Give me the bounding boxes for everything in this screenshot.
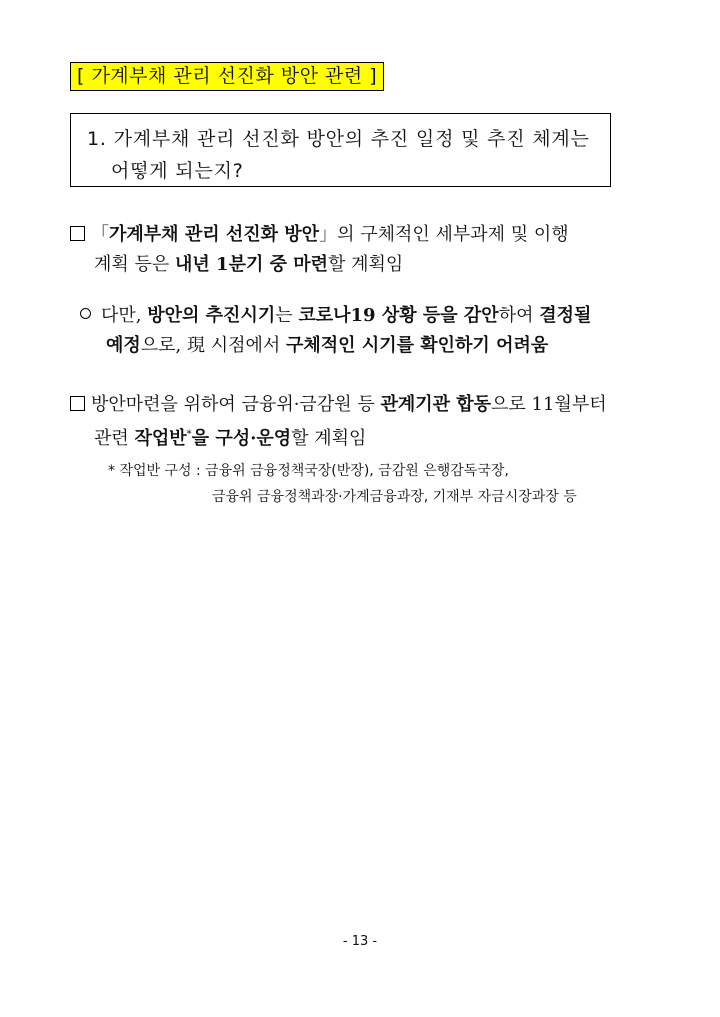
emphasis-text: 예정 [106,335,141,356]
text-segment: 할 계획임 [291,428,367,449]
text-segment: 는 [275,305,299,326]
text-segment: 으로 11월부터 [491,394,607,415]
emphasis-text: 코로나19 상황 등을 감안 [298,305,499,326]
paragraph-1-line-1 [70,220,569,250]
footnote-line-2: 금융위 금융정책과장·가계금융과장, 기재부 자금시장과장 등 [212,489,577,505]
paragraph-2-line-2 [106,331,548,361]
text-segment: 방안마련을 위하여 금융위·금감원 등 [91,394,381,415]
text-segment: 으로, 現 시점에서 [140,335,286,356]
text-segment: 관련 [94,428,135,449]
text-segment: 의 구체적인 세부과제 및 이행 [337,224,569,245]
text-segment: 할 계획임 [328,254,404,275]
quote-open: 「 [91,224,109,245]
emphasis-text: 내년 1분기 중 마련 [175,254,329,275]
question-line-1: 1. 가계부채 관리 선진화 방안의 추진 일정 및 추진 체계는 [87,128,590,150]
emphasis-text: 을 구성·운영 [191,428,292,449]
question-line-2: 어떻게 되는지? [111,160,244,182]
section-tag: [ 가계부채 관리 선진화 방안 관련 ] [70,62,384,91]
text-segment: 하여 [498,305,540,326]
footnote-marker: * [186,429,192,440]
emphasis-text: 작업반 [134,428,187,449]
page-number: - 13 - [342,934,378,949]
paragraph-1-line-2 [94,250,403,280]
text-segment: 다만, [101,305,148,326]
paragraph-2-line-1 [80,301,591,331]
footnote-line-1: * 작업반 구성 : 금융위 금융정책국장(반장), 금감원 은행감독국장, [108,463,509,479]
circle-bullet-icon [80,308,91,319]
emphasis-text: 구체적인 시기를 확인하기 어려움 [286,335,549,356]
quote-close: 」 [319,224,338,245]
emphasis-text: 방안의 추진시기 [147,305,276,326]
plan-title: 가계부채 관리 선진화 방안 [109,224,320,245]
square-bullet-icon [70,226,85,241]
emphasis-text: 관계기관 합동 [380,394,492,415]
square-bullet-icon [70,396,85,411]
paragraph-3-line-2 [94,420,366,454]
question-box [70,113,611,187]
text-segment: 계획 등은 [94,254,175,275]
emphasis-text: 결정될 [539,305,592,326]
paragraph-3-line-1 [70,390,607,420]
